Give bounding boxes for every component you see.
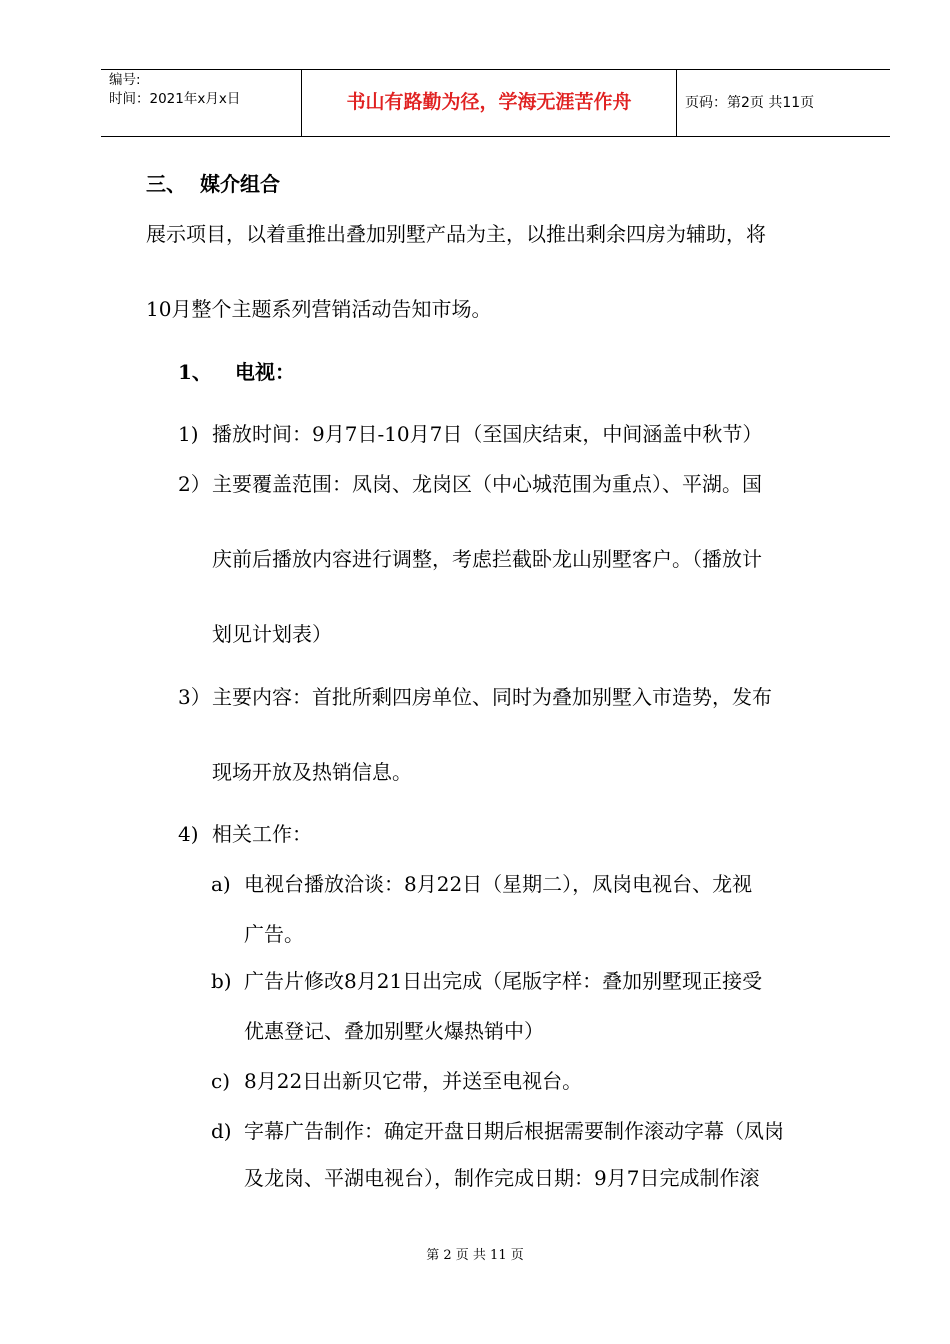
list-item-text: 划见计划表） <box>212 622 332 646</box>
list-item-text: 相关工作： <box>212 822 312 846</box>
intro-line: 10月整个主题系列营销活动告知市场。 <box>146 297 492 321</box>
list-item-text: 播放时间：9月7日-10月7日（至国庆结束，中间涵盖中秋节） <box>212 422 763 446</box>
sublist-item-number: b) <box>211 969 232 993</box>
list-item-number: 1) <box>178 422 199 446</box>
motto: 书山有路勤为径，学海无涯苦作舟 <box>346 91 632 113</box>
list-item-text: 主要覆盖范围：凤岗、龙岗区（中心城范围为重点）、平湖。国 <box>212 472 762 496</box>
header-meta-cell <box>101 70 302 136</box>
sublist-item-number: c) <box>211 1069 231 1093</box>
sublist-item-number: a) <box>211 872 231 896</box>
list-item-number: 4) <box>178 822 199 846</box>
code-label: 编号: <box>109 72 141 88</box>
page-info: 页码：第2页 共11页 <box>685 95 815 111</box>
list-item-text: 主要内容：首批所剩四房单位、同时为叠加别墅入市造势，发布 <box>212 685 772 709</box>
subsection-number: 1、 <box>178 360 212 384</box>
header-page-cell <box>677 70 890 136</box>
intro-line: 展示项目，以着重推出叠加别墅产品为主，以推出剩余四房为辅助，将 <box>146 222 766 246</box>
sublist-item-text: 广告。 <box>244 922 304 946</box>
list-item-text: 现场开放及热销信息。 <box>212 760 412 784</box>
page-footer: 第 2 页 共 11 页 <box>426 1248 524 1263</box>
subsection-title: 电视： <box>235 360 295 384</box>
page-header <box>101 69 890 137</box>
list-item-text: 庆前后播放内容进行调整，考虑拦截卧龙山别墅客户。（播放计 <box>212 547 762 571</box>
time-label: 时间：2021年x月x日 <box>109 91 241 107</box>
section-title: 媒介组合 <box>200 172 280 196</box>
section-number: 三、 <box>146 172 186 196</box>
sublist-item-text: 电视台播放洽谈：8月22日（星期二），凤岗电视台、龙视 <box>244 872 753 896</box>
sublist-item-text: 优惠登记、叠加别墅火爆热销中） <box>244 1019 544 1043</box>
sublist-item-text: 8月22日出新贝它带，并送至电视台。 <box>244 1069 583 1093</box>
sublist-item-number: d) <box>211 1119 232 1143</box>
sublist-item-text: 字幕广告制作：确定开盘日期后根据需要制作滚动字幕（凤岗 <box>244 1119 784 1143</box>
list-item-number: 3） <box>178 685 211 709</box>
header-motto-cell <box>302 70 677 136</box>
sublist-item-text: 广告片修改8月21日出完成（尾版字样：叠加别墅现正接受 <box>244 969 763 993</box>
list-item-number: 2） <box>178 472 211 496</box>
sublist-item-text: 及龙岗、平湖电视台），制作完成日期：9月7日完成制作滚 <box>244 1166 760 1190</box>
